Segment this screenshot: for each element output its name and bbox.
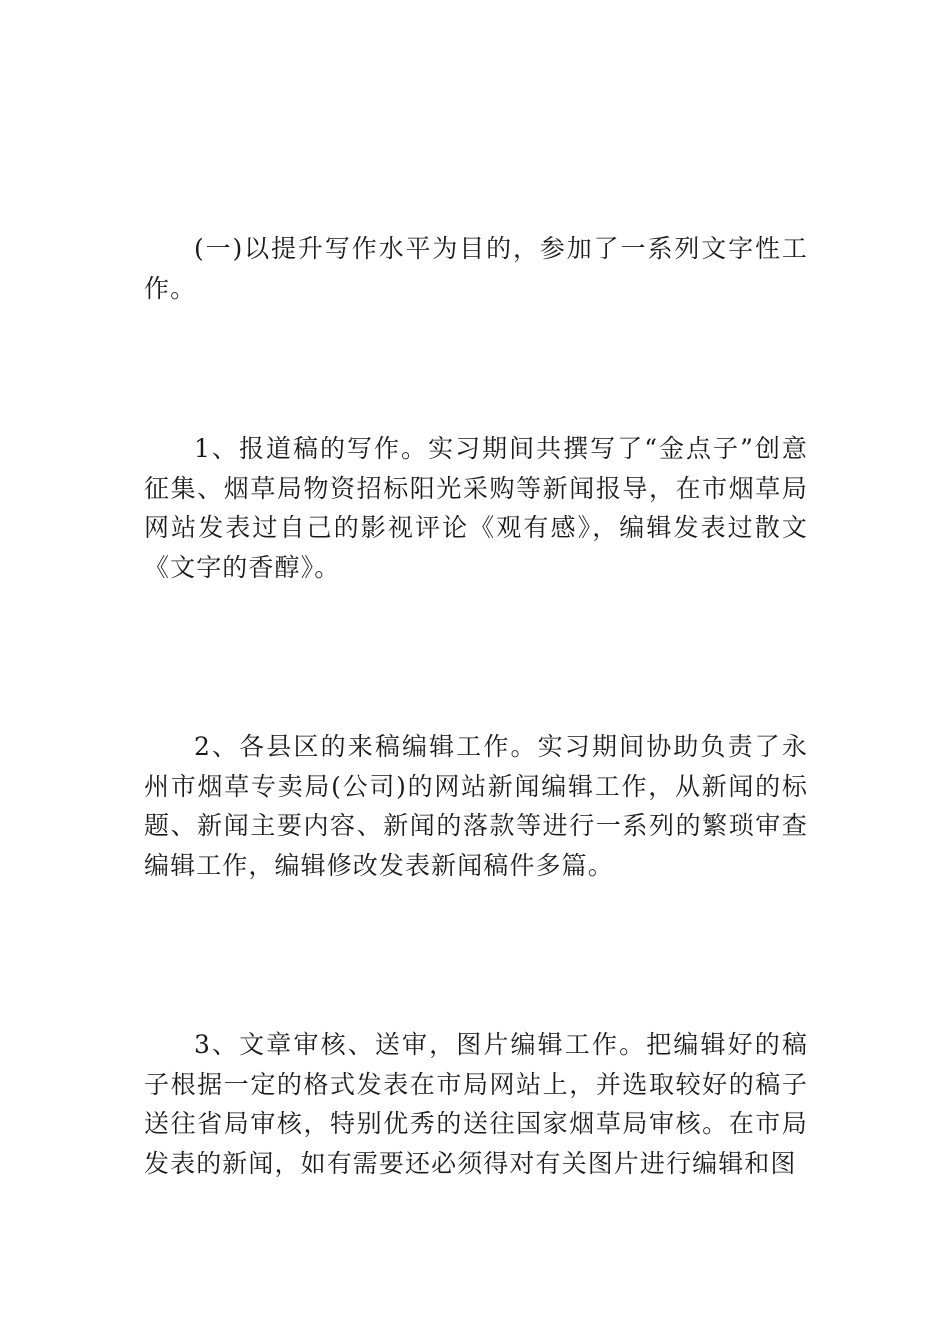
paragraph-item-2: 2、各县区的来稿编辑工作。实习期间协助负责了永州市烟草专卖局(公司)的网站新闻编辑工作，从新闻的标题、新闻主要内容、新闻的落款等进行一系列的繁琐审查编辑工作，编辑修改发表新闻稿件多篇。 <box>144 732 808 880</box>
paragraph-section-heading: (一)以提升写作水平为目的，参加了一系列文字性工作。 <box>144 234 808 303</box>
paragraph-item-1: 1、报道稿的写作。实习期间共撰写了“金点子”创意征集、烟草局物资招标阳光采购等新闻报导，在市烟草局网站发表过自己的影视评论《观有感》，编辑发表过散文《文字的香醇》。 <box>144 434 808 582</box>
paragraph-item-3: 3、文章审核、送审，图片编辑工作。把编辑好的稿子根据一定的格式发表在市局网站上，并选取较好的稿子送往省局审核，特别优秀的送往国家烟草局审核。在市局发表的新闻，如有需要还必须得对有关图片进行编辑和图 <box>144 1030 808 1178</box>
